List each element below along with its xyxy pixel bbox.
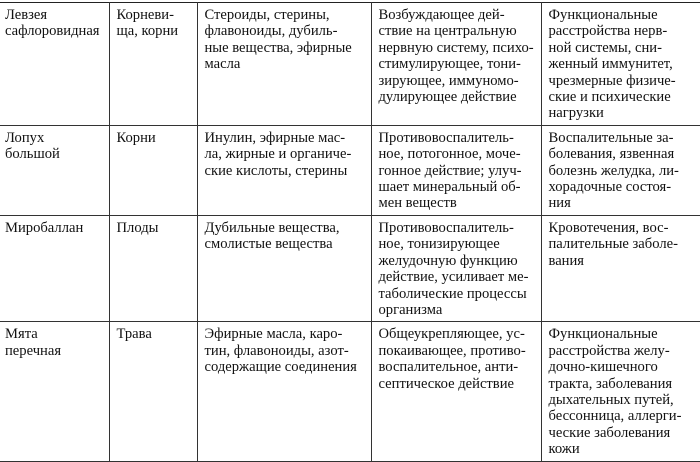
plant-name-cell: Миробаллан [0, 215, 109, 321]
table-row [0, 322, 700, 461]
pharmacological-action-cell: Противовоспалитель- ное, потогонное, моче- гонное действие; улуч- шает минеральный об- мен веществ [371, 125, 541, 215]
plant-part-cell: Корневи- ща, корни [109, 3, 197, 126]
table-row [0, 3, 700, 126]
plant-part-cell: Плоды [109, 215, 197, 321]
active-substances-cell: Инулин, эфирные мас- ла, жирные и органиче- ские кислоты, стерины [197, 125, 371, 215]
pharmacological-action-cell: Противовоспалитель- ное, тонизирующее желудочную функцию действие, усиливает ме- таболические процессы организма [371, 215, 541, 321]
herb-table [0, 2, 700, 462]
plant-part-cell: Корни [109, 125, 197, 215]
plant-part-cell: Трава [109, 322, 197, 461]
indications-cell: Функциональные расстройства нерв- ной системы, сни- женный иммунитет, чрезмерные физиче- ские и психические нагрузки [541, 3, 700, 126]
pharmacological-action-cell: Возбуждающее дей- ствие на центральную нервную систему, психо- стимулирующее, тони- зирующее, иммуномо- дулирующее действие [371, 3, 541, 126]
active-substances-cell: Стероиды, стерины, флавоноиды, дубиль- ные вещества, эфирные масла [197, 3, 371, 126]
indications-cell: Воспалительные за- болевания, язвенная болезнь желудка, ли- хорадочные состоя- ния [541, 125, 700, 215]
active-substances-cell: Эфирные масла, каро- тин, флавоноиды, азот- содержащие соединения [197, 322, 371, 461]
active-substances-cell: Дубильные вещества, смолистые вещества [197, 215, 371, 321]
plant-name-cell: Лопух большой [0, 125, 109, 215]
plant-name-cell: Левзея сафлоровидная [0, 3, 109, 126]
indications-cell: Функциональные расстройства желу- дочно-кишечного тракта, заболевания дыхательных путей, бессонница, аллерги- ческие заболевания кожи [541, 322, 700, 461]
pharmacological-action-cell: Общеукрепляющее, ус- покаивающее, противо- воспалительное, анти- септическое действие [371, 322, 541, 461]
indications-cell: Кровотечения, вос- палительные заболе- вания [541, 215, 700, 321]
table-row [0, 215, 700, 321]
table-row [0, 125, 700, 215]
plant-name-cell: Мята перечная [0, 322, 109, 461]
